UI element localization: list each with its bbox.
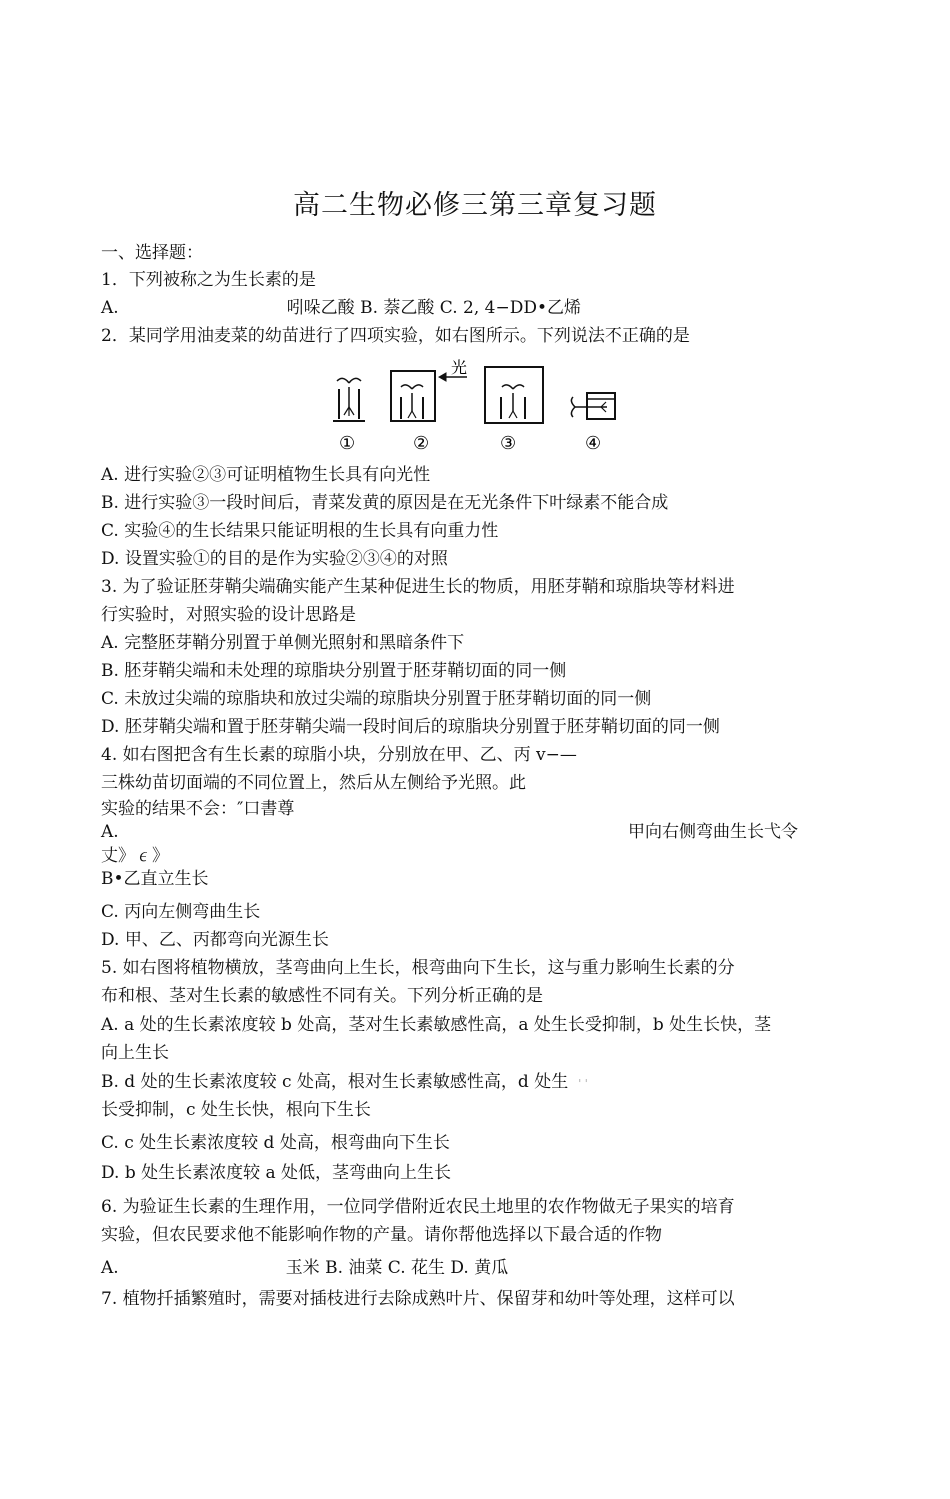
q2-option-b: B. 进行实验③一段时间后，青菜发黄的原因是在无光条件下叶绿素不能合成 — [101, 493, 669, 513]
q5-option-d: D. b 处生长素浓度较 a 处低，茎弯曲向上生长 — [101, 1163, 452, 1183]
q6-stem-line1: 6. 为验证生长素的生理作用，一位同学借附近农民土地里的农作物做无子果实的培育 — [101, 1197, 735, 1217]
q3-option-d: D. 胚芽鞘尖端和置于胚芽鞘尖端一段时间后的琼脂块分别置于胚芽鞘切面的同一侧 — [101, 717, 720, 737]
q4-option-a-text: 甲向右侧弯曲生长弋令 — [628, 822, 798, 842]
q5-option-a-line1: A. a 处的生长素浓度较 b 处高，茎对生长素敏感性高，a 处生长受抑制，b 处生长快，茎 — [101, 1015, 772, 1035]
q3-option-b: B. 胚芽鞘尖端和未处理的琼脂块分别置于胚芽鞘切面的同一侧 — [101, 661, 567, 681]
q2-experiment-figure — [325, 357, 625, 455]
q1-option-a-label: A. — [101, 298, 119, 318]
q2-stem: 2．某同学用油麦菜的幼苗进行了四项实验，如右图所示。下列说法不正确的是 — [101, 326, 690, 346]
light-label: 光 — [451, 358, 468, 377]
q4-stem-line1: 4. 如右图把含有生长素的琼脂小块，分别放在甲、乙、丙 v−— — [101, 745, 577, 765]
q2-option-c: C. 实验④的生长结果只能证明根的生长具有向重力性 — [101, 521, 499, 541]
q4-stem-line2: 三株幼苗切面端的不同位置上，然后从左侧给予光照。此 — [101, 773, 526, 793]
q4-stem-line3: 实验的结果不会：″口書尊 — [101, 799, 295, 819]
figure-label-3: ③ — [500, 433, 517, 454]
q5-option-a-line2: 向上生长 — [101, 1043, 169, 1063]
q7-stem-line1: 7. 植物扦插繁殖时，需要对插枝进行去除成熟叶片、保留芽和幼叶等处理，这样可以 — [101, 1289, 735, 1309]
q4-option-c: C. 丙向左侧弯曲生长 — [101, 902, 261, 922]
seedling-4-icon — [571, 393, 615, 419]
section-heading: 一、选择题： — [101, 243, 203, 263]
seedling-3-icon — [485, 367, 543, 423]
q4-option-d: D. 甲、乙、丙都弯向光源生长 — [101, 930, 329, 950]
seedling-2-icon — [391, 371, 435, 421]
figure-label-4: ④ — [585, 433, 602, 454]
q3-stem-line1: 3. 为了验证胚芽鞘尖端确实能产生某种促进生长的物质，用胚芽鞘和琼脂块等材料进 — [101, 577, 735, 597]
q5-option-b-line1 — [101, 1072, 588, 1094]
q6-options-rest: 玉米 B. 油菜 C. 花生 D. 黄瓜 — [285, 1258, 509, 1278]
q6-option-a-label: A. — [101, 1258, 119, 1278]
q3-option-c: C. 未放过尖端的琼脂块和放过尖端的琼脂块分别置于胚芽鞘切面的同一侧 — [101, 689, 652, 709]
figure-label-2: ② — [413, 433, 430, 454]
figure-label-1: ① — [339, 433, 356, 454]
q4-option-a-cont: 丈》∊》 — [101, 846, 169, 866]
seedling-1-icon — [333, 378, 365, 421]
q5-option-b-mark: ' ' — [578, 1077, 588, 1090]
q1-options — [101, 298, 581, 318]
q6-options — [101, 1258, 508, 1278]
q1-options-rest: 吲哚乙酸 B. 萘乙酸 C. 2, 4−DD•乙烯 — [286, 298, 581, 318]
q3-stem-line2: 行实验时，对照实验的设计思路是 — [101, 605, 356, 625]
q6-stem-line2: 实验，但农民要求他不能影响作物的产量。请你帮他选择以下最合适的作物 — [101, 1225, 662, 1245]
page-title: 高二生物必修三第三章复习题 — [293, 190, 657, 221]
q5-stem-line2: 布和根、茎对生长素的敏感性不同有关。下列分析正确的是 — [101, 986, 543, 1006]
q5-option-b-line2: 长受抑制，c 处生长快，根向下生长 — [101, 1100, 371, 1120]
q3-option-a: A. 完整胚芽鞘分别置于单侧光照射和黑暗条件下 — [101, 633, 465, 653]
q5-option-b-text: B. d 处的生长素浓度较 c 处高，根对生长素敏感性高，d 处生 — [101, 1072, 569, 1092]
q5-stem-line1: 5. 如右图将植物横放，茎弯曲向上生长，根弯曲向下生长，这与重力影响生长素的分 — [101, 958, 735, 978]
q1-stem: 1．下列被称之为生长素的是 — [101, 270, 316, 290]
q4-option-b: B•乙直立生长 — [101, 869, 209, 889]
q2-option-d: D. 设置实验①的目的是作为实验②③④的对照 — [101, 549, 448, 569]
q2-option-a: A. 进行实验②③可证明植物生长具有向光性 — [101, 465, 431, 485]
q4-option-a-label: A. — [101, 822, 119, 842]
q5-option-c: C. c 处生长素浓度较 d 处高，根弯曲向下生长 — [101, 1133, 450, 1153]
